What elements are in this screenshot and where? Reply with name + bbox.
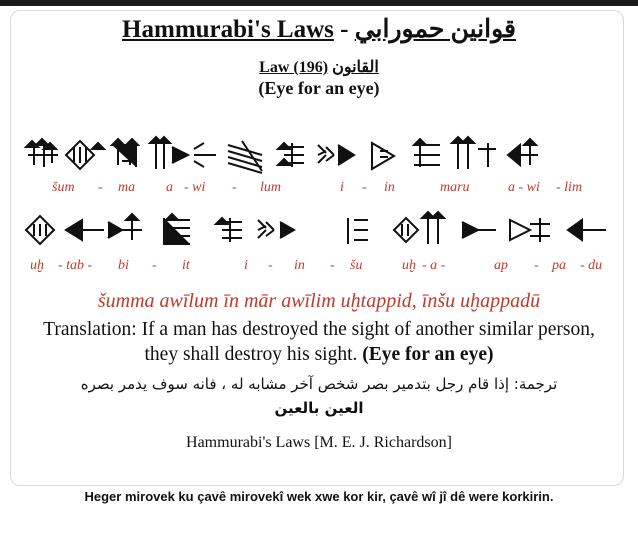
kurdish-translation: Heger mirovek ku çavê mirovekî wek xwe kor kir, çavê wî jî dê were korkirin. — [84, 489, 554, 504]
translit-syllable: lum — [260, 180, 281, 195]
translit-syllable: šum — [52, 180, 75, 195]
law-number — [0, 57, 638, 77]
translit-syllable: šu — [350, 258, 363, 273]
transliteration-row-2 — [0, 258, 638, 276]
translit-syllable: maru — [440, 180, 470, 195]
translit-syllable: in — [294, 258, 305, 273]
translit-syllable: - tab - — [58, 258, 93, 273]
translit-syllable: it — [182, 258, 190, 273]
cuneiform-row-2 — [22, 208, 622, 252]
translit-syllable: uḫ — [402, 258, 416, 273]
source-citation: Hammurabi's Laws [M. E. J. Richardson] — [186, 434, 452, 451]
translit-syllable: - — [232, 180, 237, 195]
translit-syllable: ap — [494, 258, 508, 273]
cuneiform-row-1 — [22, 133, 622, 177]
akkadian-transliteration: šumma awīlum īn mār awīlim uḫtappid, īnšu uḫappadū — [97, 290, 541, 312]
translit-syllable: - — [268, 258, 273, 273]
translit-syllable: - — [98, 180, 103, 195]
eye-caption: (Eye for an eye) — [258, 78, 380, 98]
translit-syllable: bi — [118, 258, 129, 273]
law-number-arabic: القانون — [332, 59, 379, 76]
title-english: Hammurabi's Laws — [122, 16, 334, 43]
arabic-line-1: ترجمة: إذا قام رجل بتدمير بصر شخص آخر مشابه له ، فانه سوف يدمر بصره — [80, 375, 558, 393]
translation-line-2 — [0, 342, 638, 367]
translit-syllable: - — [534, 258, 539, 273]
translit-syllable: uḫ — [30, 258, 44, 273]
arabic-line-2: العين بالعين — [274, 399, 364, 417]
translit-syllable: a - wi — [508, 180, 540, 195]
translit-syllable: ma — [118, 180, 136, 195]
translit-syllable: - du — [580, 258, 603, 273]
translit-syllable: - a - — [422, 258, 446, 273]
translation-line-2-text: they shall destroy his sight. — [144, 344, 358, 365]
top-bar — [0, 0, 638, 6]
translit-syllable: i — [340, 180, 344, 195]
title-separator: - — [340, 16, 349, 43]
transliteration-row-1 — [0, 180, 638, 198]
translation-line-1: Translation: If a man has destroyed the sight of another similar person, — [43, 319, 595, 340]
arabic-translation — [0, 372, 638, 420]
title-arabic: قوانين حمورابي — [354, 16, 516, 43]
translit-syllable: pa — [552, 258, 566, 273]
translit-syllable: - — [152, 258, 157, 273]
translit-syllable: - — [330, 258, 335, 273]
translit-syllable: - lim — [556, 180, 583, 195]
translit-syllable: a — [166, 180, 173, 195]
translit-syllable: i — [244, 258, 248, 273]
translit-syllable: - — [362, 180, 367, 195]
page-title — [0, 14, 638, 44]
cuneiform-glyphs-row-2 — [22, 208, 622, 252]
translation-line-2-bold: (Eye for an eye) — [362, 344, 494, 365]
english-translation — [0, 317, 638, 367]
cuneiform-glyphs-row-1 — [22, 133, 622, 177]
law-number-english: Law (196) — [259, 59, 329, 76]
translit-syllable: - wi — [184, 180, 206, 195]
translit-syllable: in — [384, 180, 395, 195]
